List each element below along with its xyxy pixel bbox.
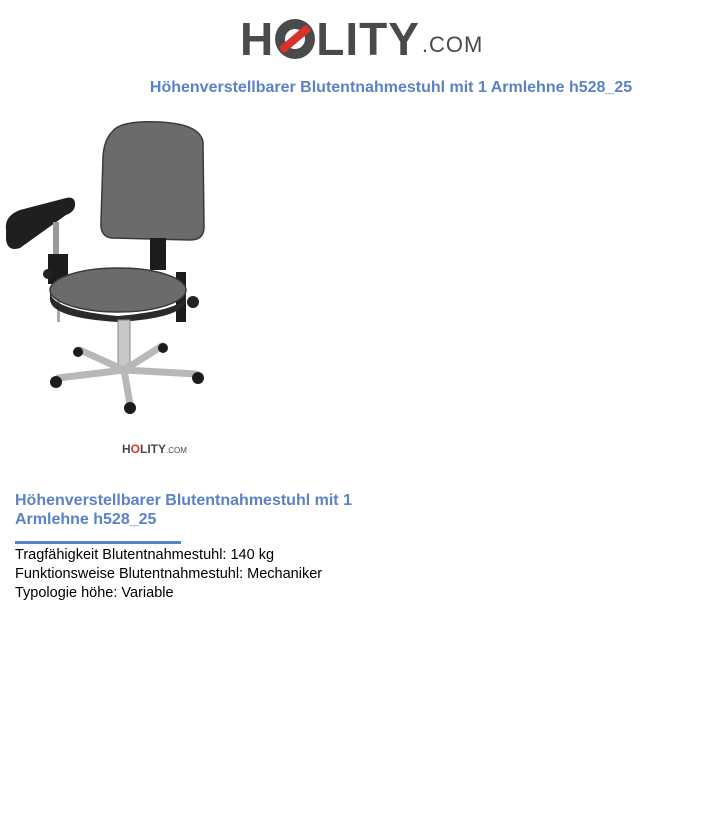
spec-label: Typologie höhe: — [15, 585, 118, 601]
logo-letters: LITY — [316, 13, 420, 65]
spec-label: Funktionsweise Blutentnahmestuhl: — [15, 566, 244, 582]
watermark-letter-o: O — [130, 442, 141, 456]
spec-value: Variable — [121, 585, 174, 601]
product-specs — [15, 546, 322, 603]
page-title: Höhenverstellbarer Blutentnahmestuhl mit 1 Armlehne h528_25 — [149, 79, 633, 96]
product-image[interactable] — [0, 112, 215, 467]
spec-value: 140 kg — [230, 547, 275, 563]
watermark-letter-h: H — [122, 442, 131, 456]
spec-row — [15, 565, 322, 584]
spec-value: Mechaniker — [247, 566, 323, 582]
image-watermark-logo — [122, 442, 187, 456]
site-logo[interactable] — [240, 12, 484, 66]
title-divider — [15, 541, 181, 544]
logo-o-icon — [275, 19, 315, 59]
chair-seat — [50, 268, 186, 312]
chair-column — [118, 320, 130, 370]
spec-label: Tragfähigkeit Blutentnahmestuhl: — [15, 547, 227, 563]
logo-letter-h: H — [240, 13, 275, 65]
chair-back-support — [150, 238, 166, 270]
product-name: Höhenverstellbarer Blutentnahmestuhl mit 1 Armlehne h528_25 — [15, 492, 352, 528]
chair-armrest — [6, 198, 75, 249]
spec-row — [15, 546, 322, 565]
logo-domain: .COM — [421, 32, 484, 57]
spec-row — [15, 584, 322, 603]
watermark-letters: LITY — [140, 442, 167, 456]
chair-backrest — [101, 122, 204, 240]
watermark-domain: .COM — [166, 446, 187, 455]
